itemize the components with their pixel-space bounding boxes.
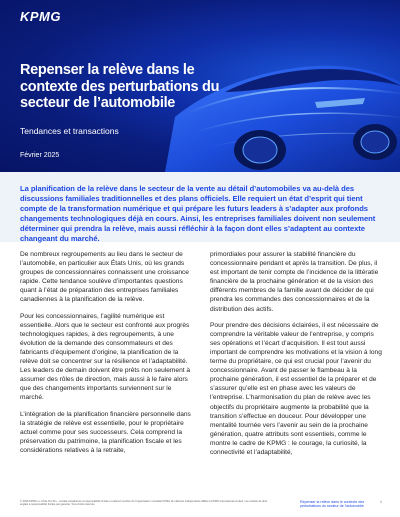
paragraph: L’intégration de la planification financière personnelle dans la stratégie de relève est essentielle, pour le propriétaire actuel comme pour ses successeurs. Cela comprend la préservation du patrimoine, la planification fiscale et les considérations relatives à la retraite,: [20, 410, 191, 454]
body-column-right: [210, 250, 384, 490]
hero-banner: [0, 0, 400, 172]
article-body: [20, 250, 384, 490]
publication-date: Février 2025: [20, 152, 60, 159]
intro-summary: [0, 172, 400, 242]
paragraph: Pour les concessionnaires, l’agilité numérique est essentielle. Alors que le secteur est confronté aux progrès technologiques rapides, à des regroupements, à une évolution de la demande des consommateurs et des fabricants d’équipement d’origine, la planification de la relève doit se concentrer sur la résilience et l’adaptabilité. Les leaders de demain doivent être prêts non seulement à assumer des rôles de direction, mais aussi à le faire alors que des changements importants surviennent sur le marché.: [20, 312, 191, 402]
page-footer: [20, 500, 384, 514]
paragraph: De nombreux regroupements au lieu dans le secteur de l’automobile, en particulier aux États Unis, où les grands groupes de concessionnaires connaissent une croissance rapide. Cette tendance soulève d’importantes questions quant à l’état de préparation des entreprises familiales canadiennes à la planification de la relève.: [20, 251, 189, 304]
legal-notice: © 2025 KPMG s.r.l./S.E.N.C.R.L., société canadienne à responsabilité limitée et cabinet membre de l’organisation mondiale KPMG de cabinets indépendants affiliés à KPMG International Limited, une société de droit anglais à responsabilité limitée par garantie. Tous droits réservés.: [20, 500, 268, 507]
paragraph: primordiales pour assurer la stabilité financière du concessionnaire pendant et après la transition. De plus, il est important de tenir compte de l’incidence de la littératie financière de la prochaine génération et de la vision des différents membres de la famille avant de décider de qui prendra les commandes des concessionnaires et de la distribution des actifs.: [210, 251, 379, 313]
page-title: Repenser la relève dans le contexte des perturbations du secteur de l’automobile: [20, 62, 220, 111]
page-subtitle: Tendances et transactions: [20, 126, 119, 136]
footer-doc-title: Repenser la relève dans le contexte des perturbations du secteur de l’automobile: [300, 500, 365, 509]
body-column-left: [20, 250, 194, 490]
page-number: 1: [380, 500, 382, 504]
kpmg-logo: KPMG: [20, 9, 61, 24]
intro-text: La planification de la relève dans le secteur de la vente au détail d’automobiles va au-delà des discussions familiales traditionnelles et des plans officiels. Elle requiert un état d’esprit qui tient compte de la transformation numérique et qui prépare les futurs leaders à s’adapter aux profonds changements technologiques déjà en cours. Ainsi, les entreprises familiales doivent non seulement déterminer qui prendra la relève, mais aussi réfléchir à la façon dont elles s’adaptent au contexte changeant du marché.: [20, 184, 376, 243]
paragraph: Pour prendre des décisions éclairées, il est nécessaire de comprendre la véritable valeur de l’entreprise, y compris ses opérations et l’écart d’acquisition. Il est tout aussi important de comprendre les motivations et la vision à long terme du propriétaire, ce qui est crucial pour l’avenir du concessionnaire. Avant de passer le flambeau à la prochaine génération, il est essentiel de la préparer et de s’assurer qu’elle est en phase avec les valeurs de l’entreprise. L’harmonisation du plan de relève avec les objectifs du propriétaire augmente la probabilité que la transition s’effectue en douceur. Pour développer une mentalité tournée vers l’avenir au sein de la prochaine génération, quatre attributs sont essentiels, comme le montre le cadre de KPMG : le courage, la curiosité, la connectivité et l’adaptabilité,: [210, 321, 382, 456]
